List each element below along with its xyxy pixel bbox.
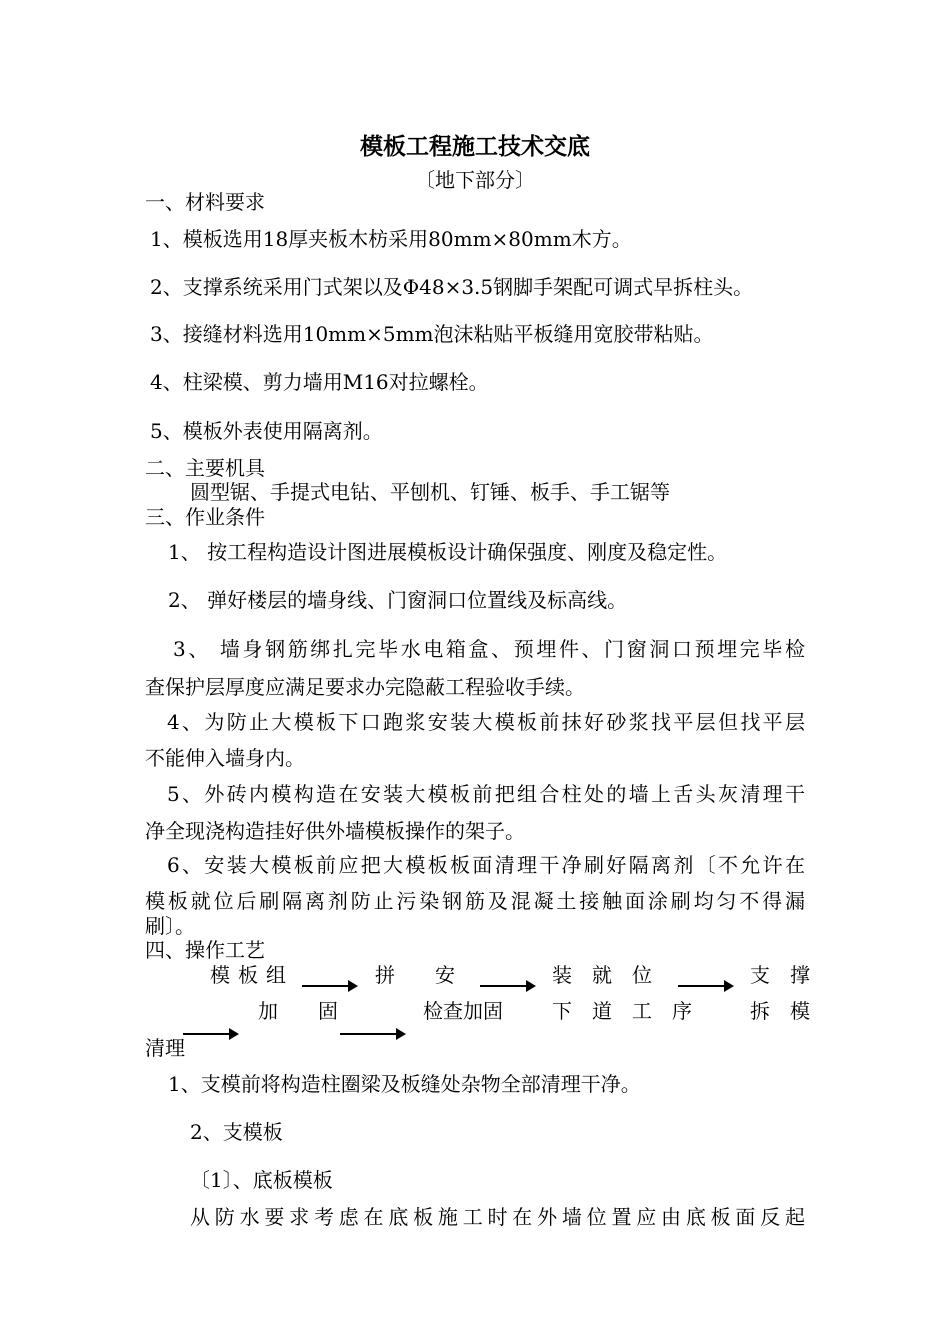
process-item-2: 2、支模板: [190, 1120, 283, 1144]
section-heading-materials: 一、材料要求: [145, 190, 265, 214]
condition-item-6-line-1: 6、安装大模板前应把大模板板面清理干净刷好隔离剂〔不允许在: [167, 853, 805, 877]
condition-item-6-line-3: 刷〕。: [145, 914, 195, 938]
condition-item-4-line-1: 4、为防止大模板下口跑浆安装大模板前抹好砂浆找平层但找平层: [167, 710, 805, 734]
process-item-2-1: 〔1〕、底板模板: [190, 1168, 333, 1192]
condition-item-5-line-1: 5、外砖内模构造在安装大模板前把组合柱处的墙上舌头灰清理干: [167, 782, 805, 806]
document-title: 模板工程施工技术交底: [360, 133, 590, 160]
process-paragraph: 从防水要求考虑在底板施工时在外墙位置应由底板面反起: [190, 1205, 805, 1229]
material-item-2: 2、支撑系统采用门式架以及Φ48×3.5钢脚手架配可调式早拆柱头。: [150, 275, 754, 299]
material-item-5: 5、模板外表使用隔离剂。: [150, 419, 383, 443]
section-heading-conditions: 三、作业条件: [145, 505, 265, 529]
condition-item-1: 1、 按工程构造设计图进展模板设计确保强度、刚度及稳定性。: [168, 540, 728, 564]
flow-step-cleanup: 清理: [145, 1036, 185, 1060]
condition-item-2: 2、 弹好楼层的墙身线、门窗洞口位置线及标高线。: [168, 588, 628, 612]
material-item-3: 3、接缝材料选用10mm×5mm泡沫粘贴平板缝用宽胶带粘贴。: [150, 322, 714, 346]
section-heading-process: 四、操作工艺: [145, 938, 265, 962]
flow-step-install-position: 装 就 位: [552, 963, 652, 987]
flow-step-assemble: 拼 安: [375, 963, 455, 987]
flow-arrow-icon: [302, 985, 356, 987]
material-item-1: 1、模板选用18厚夹板木枋采用80mm×80mm木方。: [150, 227, 632, 251]
flow-step-inspect: 检查加固: [423, 999, 503, 1023]
flow-step-support: 支 撑: [750, 963, 810, 987]
flow-arrow-icon: [183, 1033, 237, 1035]
flow-arrow-icon: [340, 1033, 404, 1035]
material-item-4: 4、柱梁模、剪力墙用M16对拉螺栓。: [150, 370, 489, 394]
condition-item-4-line-2: 不能伸入墙身内。: [145, 746, 305, 770]
flow-step-dismantle: 拆 模: [750, 999, 810, 1023]
flow-arrow-icon: [678, 985, 732, 987]
flow-step-reinforce: 加 固: [258, 999, 338, 1023]
condition-item-6-line-2: 模板就位后刷隔离剂防止污染钢筋及混凝土接触面涂刷均匀不得漏: [145, 889, 805, 913]
process-item-1: 1、支模前将构造柱圈梁及板缝处杂物全部清理干净。: [168, 1072, 641, 1096]
condition-item-5-line-2: 净全现浇构造挂好供外墙模板操作的架子。: [145, 819, 525, 843]
flow-step-formwork-assembly: 模板组: [210, 963, 294, 987]
flow-arrow-icon: [480, 985, 534, 987]
flow-step-next-process: 下 道 工 序: [552, 999, 692, 1023]
condition-item-3-line-1: 3、 墙身钢筋绑扎完毕水电箱盒、预埋件、门窗洞口预埋完毕检: [173, 637, 805, 661]
document-subtitle: 〔地下部分〕: [415, 168, 535, 192]
section-heading-tools: 二、主要机具: [145, 456, 265, 480]
condition-item-3-line-2: 查保护层厚度应满足要求办完隐蔽工程验收手续。: [145, 675, 585, 699]
tools-list: 圆型锯、手提式电钻、平刨机、钉锤、板手、手工锯等: [190, 480, 670, 504]
